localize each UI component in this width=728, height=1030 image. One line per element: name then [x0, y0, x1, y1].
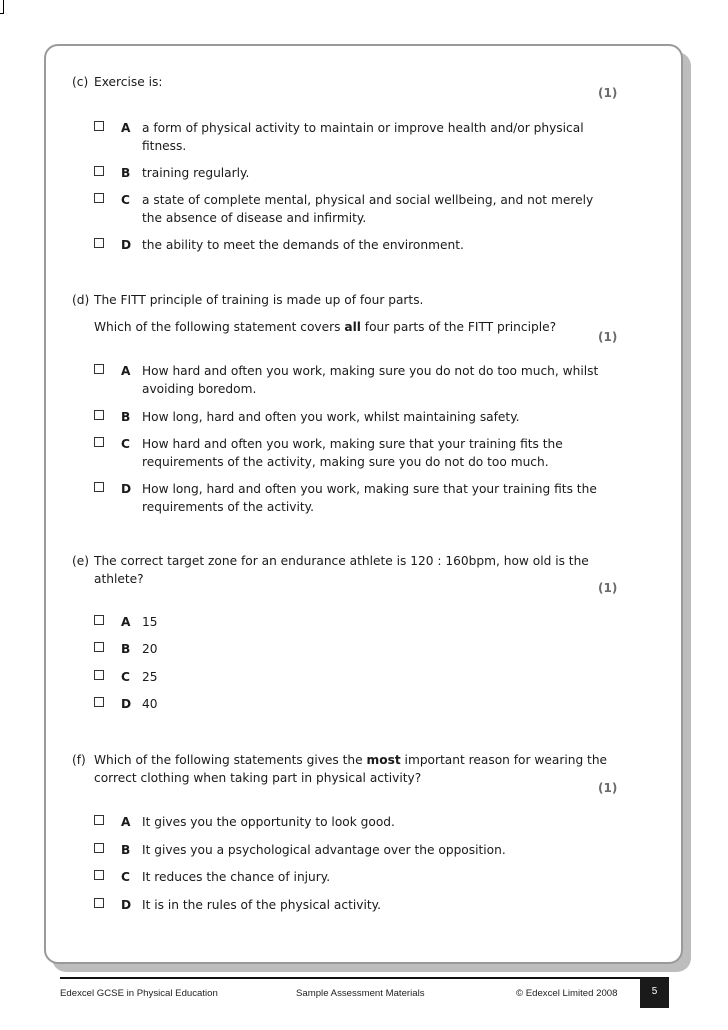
option-d-c[interactable] [94, 435, 604, 471]
option-e-c[interactable] [94, 668, 604, 686]
checkbox[interactable] [94, 410, 104, 420]
option-text: the ability to meet the demands of the environment. [142, 238, 464, 252]
footer-divider [60, 977, 669, 979]
crop-mark [0, 0, 4, 14]
option-text: It is in the rules of the physical activity. [142, 898, 381, 912]
checkbox[interactable] [94, 437, 104, 447]
question-e [72, 552, 632, 588]
option-c-c[interactable] [94, 191, 604, 227]
option-letter: B [121, 410, 131, 424]
option-text: How long, hard and often you work, making sure that your training fits the requirements of the activity. [142, 482, 597, 514]
question-stem: The correct target zone for an endurance athlete is 120 : 160bpm, how old is the athlete? [94, 554, 589, 586]
marks-label: (1) [598, 581, 618, 595]
checkbox[interactable] [94, 843, 104, 853]
option-letter: B [121, 166, 131, 180]
option-f-b[interactable] [94, 841, 604, 859]
option-letter: C [121, 870, 130, 884]
substem-text: four parts of the FITT principle? [360, 320, 557, 334]
marks-label: (1) [598, 86, 618, 100]
option-c-b[interactable] [94, 164, 604, 182]
option-text: a form of physical activity to maintain or improve health and/or physical fitness. [142, 121, 584, 153]
option-letter: D [121, 898, 132, 912]
option-text: It reduces the chance of injury. [142, 870, 331, 884]
footer-publication: Edexcel GCSE in Physical Education [60, 988, 218, 999]
substem-emphasis: all [344, 320, 361, 334]
question-substem [72, 318, 632, 336]
question-number: (e) [72, 554, 90, 568]
option-c-a[interactable] [94, 119, 604, 155]
checkbox[interactable] [94, 642, 104, 652]
option-f-a[interactable] [94, 813, 604, 831]
checkbox[interactable] [94, 482, 104, 492]
option-letter: C [121, 437, 130, 451]
stem-emphasis: most [366, 753, 401, 767]
option-letter: D [121, 238, 132, 252]
option-text: How long, hard and often you work, whilst maintaining safety. [142, 410, 520, 424]
checkbox[interactable] [94, 898, 104, 908]
question-stem: The FITT principle of training is made up of four parts. [94, 293, 424, 307]
option-letter: D [121, 482, 132, 496]
option-d-a[interactable] [94, 362, 604, 398]
checkbox[interactable] [94, 166, 104, 176]
option-f-d[interactable] [94, 896, 604, 914]
option-e-d[interactable] [94, 695, 604, 713]
substem-text: Which of the following statement covers [94, 320, 345, 334]
question-number: (f) [72, 753, 86, 767]
footer-document-type: Sample Assessment Materials [296, 988, 425, 999]
stem-text: Which of the following statements gives the [94, 753, 367, 767]
option-text: How hard and often you work, making sure that your training fits the requirements of the activity, making sure you do not do too much. [142, 437, 563, 469]
option-text: It gives you the opportunity to look good. [142, 815, 395, 829]
option-d-d[interactable] [94, 480, 604, 516]
option-d-b[interactable] [94, 408, 604, 426]
option-letter: C [121, 670, 130, 684]
question-number: (d) [72, 293, 90, 307]
option-text: 25 [142, 670, 158, 684]
checkbox[interactable] [94, 697, 104, 707]
footer-copyright: © Edexcel Limited 2008 [516, 988, 618, 999]
option-text: training regularly. [142, 166, 250, 180]
question-f [72, 751, 632, 787]
stem-text: important reason for wearing the correct clothing when taking part in physical activity? [94, 753, 608, 785]
option-e-a[interactable] [94, 613, 604, 631]
question-stem: Exercise is: [94, 75, 163, 89]
question-d [72, 291, 632, 336]
option-e-b[interactable] [94, 640, 604, 658]
checkbox[interactable] [94, 615, 104, 625]
option-text: How hard and often you work, making sure you do not do too much, whilst avoiding boredom. [142, 364, 599, 396]
option-letter: A [121, 815, 131, 829]
option-letter: B [121, 642, 131, 656]
option-letter: A [121, 364, 131, 378]
question-c [72, 73, 632, 91]
option-f-c[interactable] [94, 868, 604, 886]
option-text: a state of complete mental, physical and social wellbeing, and not merely the absence of disease and infirmity. [142, 193, 594, 225]
option-text: 15 [142, 615, 158, 629]
checkbox[interactable] [94, 870, 104, 880]
option-text: 20 [142, 642, 158, 656]
checkbox[interactable] [94, 670, 104, 680]
option-letter: B [121, 843, 131, 857]
option-text: It gives you a psychological advantage over the opposition. [142, 843, 506, 857]
checkbox[interactable] [94, 364, 104, 374]
option-c-d[interactable] [94, 236, 604, 254]
option-letter: D [121, 697, 132, 711]
checkbox[interactable] [94, 121, 104, 131]
question-number: (c) [72, 75, 89, 89]
option-letter: A [121, 615, 131, 629]
option-letter: A [121, 121, 131, 135]
checkbox[interactable] [94, 193, 104, 203]
checkbox[interactable] [94, 238, 104, 248]
checkbox[interactable] [94, 815, 104, 825]
option-text: 40 [142, 697, 158, 711]
marks-label: (1) [598, 330, 618, 344]
marks-label: (1) [598, 781, 618, 795]
page-number: 5 [640, 978, 669, 1008]
question-stem [94, 753, 607, 785]
option-letter: C [121, 193, 130, 207]
